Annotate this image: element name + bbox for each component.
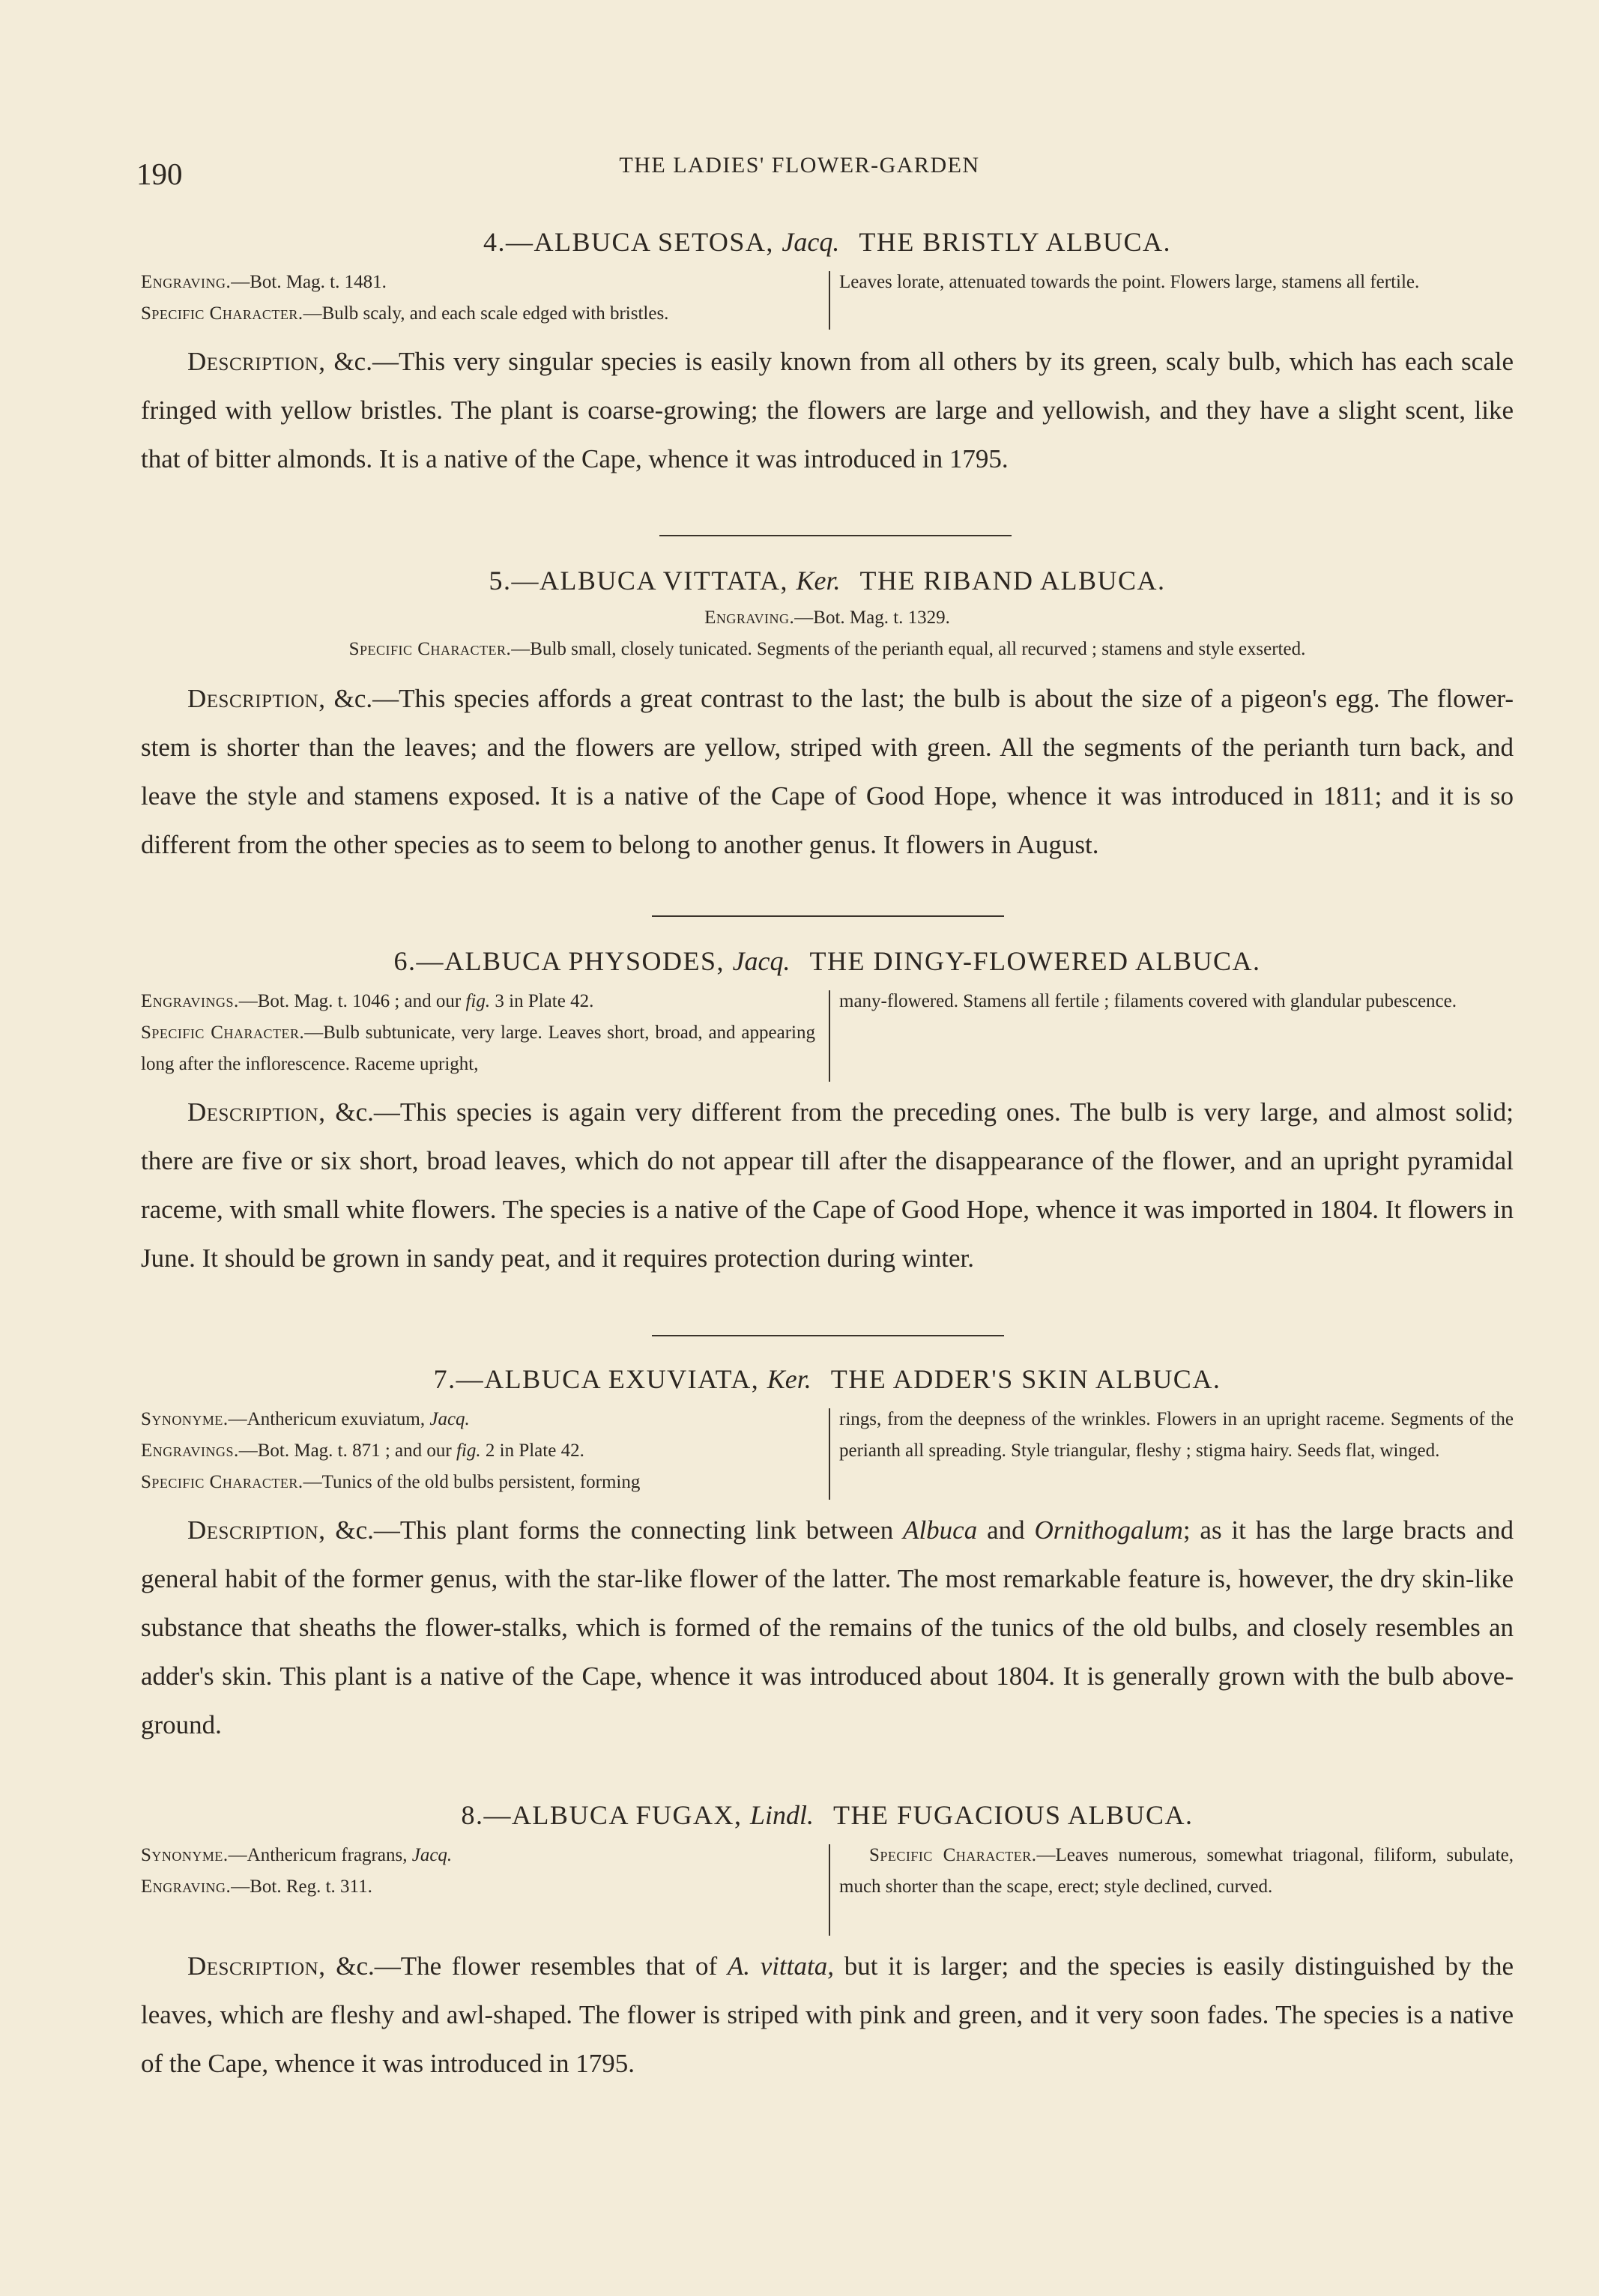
species-description: Description, &c.—This species affords a great contrast to the last; the bulb is about the size of a pigeon's egg. The flower-stem is shorter than the leaves; and the flowers are yellow, striped with green. All the segments of the perianth turn back, and leave the style and stamens exposed. It is a native of the Cape of Good Hope, whence it was introduced in 1811; and it is so different from the other species as to seem to belong to another genus. It flowers in August. [141,684,1514,859]
species-description: Description, &c.—This species is again very different from the preceding ones. The bulb is very large, and almost solid; there are five or six short, broad leaves, which do not appear till after the disappearance of the flower, and an upright pyramidal raceme, with small white flowers. The species is a native of the Cape of Good Hope, whence it was imported in 1804. It flowers in June. It should be grown in sandy peat, and it requires protection during winter. [141,1097,1514,1273]
species-details [141,267,1514,334]
section-rule [652,915,1004,917]
details-right-column: Leaves lorate, attenuated towards the point. Flowers large, stamens all fertile. [839,272,1420,292]
column-divider [829,1408,830,1500]
column-divider [829,271,830,330]
species-name: ALBUCA VITTATA, [539,566,789,596]
engraving-line: Engraving.—Bot. Mag. t. 1329. [704,608,950,628]
details-left-column: Engraving.—Bot. Mag. t. 1481. Specific Character.—Bulb scaly, and each scale edged with bristles. [141,272,669,324]
species-heading: 4.—ALBUCA SETOSA, Jacq. THE BRISTLY ALBUCA. [483,227,1171,257]
details-right-column: Specific Character.—Leaves numerous, somewhat triagonal, filiform, subulate, much shorter than the scape, erect; style declined, curved. [839,1845,1514,1897]
species-authority: Lindl. [749,1800,814,1830]
species-authority: Jacq. [732,946,791,976]
species-entry-setosa [141,223,1514,483]
species-heading: 6.—ALBUCA PHYSODES, Jacq. THE DINGY-FLOWERED ALBUCA. [393,946,1261,976]
details-left-column: Engravings.—Bot. Mag. t. 1046 ; and our fig. 3 in Plate 42. Specific Character.—Bulb subtunicate, very large. Leaves short, broad, and appearing long after the inflorescence. Raceme upright, [141,991,815,1074]
genus-name: Ornithogalum [1034,1515,1183,1545]
details-right-column: many-flowered. Stamens all fertile ; filaments covered with glandular pubescence. [839,991,1457,1011]
species-name: ALBUCA PHYSODES, [444,946,725,976]
common-name: THE RIBAND ALBUCA. [859,566,1166,596]
running-title: THE LADIES' FLOWER-GARDEN [619,153,980,178]
species-reference: A. vittata, [727,1951,834,1981]
page-number: 190 [136,157,183,191]
species-details [141,1840,1514,1942]
section-rule [659,535,1012,536]
genus-name: Albuca [903,1515,978,1545]
column-divider [829,990,830,1082]
species-authority: Ker. [767,1364,811,1394]
details-left-column: Synonyme.—Anthericum exuviatum, Jacq. Engravings.—Bot. Mag. t. 871 ; and our fig. 2 in Plate 42. Specific Character.—Tunics of the old bulbs persistent, forming [141,1409,641,1492]
details-right-column: rings, from the deepness of the wrinkles. Flowers in an upright raceme. Segments of the perianth all spreading. Style triangular, fleshy ; stigma hairy. Seeds flat, winged. [839,1409,1514,1461]
species-details [141,986,1514,1088]
species-heading: 5.—ALBUCA VITTATA, Ker. THE RIBAND ALBUCA. [489,566,1166,596]
column-divider [829,1844,830,1936]
common-name: THE DINGY-FLOWERED ALBUCA. [809,946,1261,976]
species-name: ALBUCA SETOSA, [533,227,774,257]
species-name: ALBUCA FUGAX, [511,1800,743,1830]
species-entry-exuviata [141,1360,1514,1749]
species-heading: 8.—ALBUCA FUGAX, Lindl. THE FUGACIOUS ALBUCA. [461,1800,1194,1830]
common-name: THE FUGACIOUS ALBUCA. [833,1800,1194,1830]
species-entry-vittata [141,562,1514,869]
species-entry-physodes [141,942,1514,1282]
species-heading: 7.—ALBUCA EXUVIATA, Ker. THE ADDER'S SKIN ALBUCA. [433,1364,1221,1394]
section-rule [652,1335,1004,1336]
species-authority: Ker. [796,566,841,596]
running-head [0,150,1599,195]
common-name: THE ADDER'S SKIN ALBUCA. [830,1364,1221,1394]
species-description: Description, &c.—This very singular species is easily known from all others by its green, scaly bulb, which has each scale fringed with yellow bristles. The plant is coarse-growing; the flowers are large and yellowish, and they have a slight scent, like that of bitter almonds. It is a native of the Cape, whence it was introduced in 1795. [141,347,1514,473]
species-details [141,1404,1514,1506]
species-entry-fugax [141,1796,1514,2088]
common-name: THE BRISTLY ALBUCA. [859,227,1171,257]
species-description: Description, &c.—This plant forms the connecting link between Albuca and Ornithogalum; as it has the large bracts and general habit of the former genus, with the star-like flower of the latter. The most remarkable feature is, however, the dry skin-like substance that sheaths the flower-stalks, which is formed of the remains of the tunics of the old bulbs, and closely resembles an adder's skin. This plant is a native of the Cape, whence it was introduced about 1804. It is generally grown with the bulb above-ground. [141,1515,1514,1739]
species-authority: Jacq. [782,227,840,257]
species-description: Description, &c.—The flower resembles that of A. vittata, but it is larger; and the species is easily distinguished by the leaves, which are fleshy and awl-shaped. The flower is striped with pink and green, and it very soon fades. The species is a native of the Cape, whence it was introduced in 1795. [141,1951,1514,2078]
details-left-column: Synonyme.—Anthericum fragrans, Jacq. Engraving.—Bot. Reg. t. 311. [141,1845,453,1897]
species-name: ALBUCA EXUVIATA, [484,1364,760,1394]
specific-character-line: Specific Character.—Bulb small, closely tunicated. Segments of the perianth equal, all recurved ; stamens and style exserted. [348,639,1306,659]
